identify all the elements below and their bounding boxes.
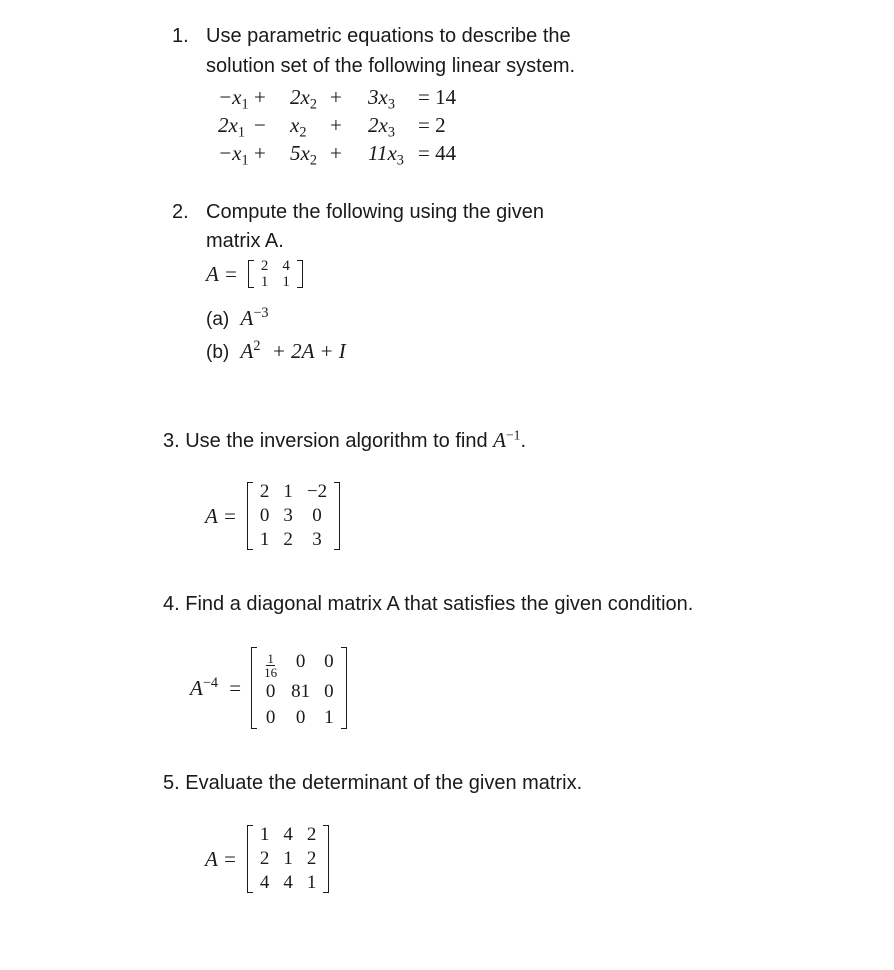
q3-cell: 2 [259,481,270,502]
q1-equation-part [330,85,342,110]
q2-text-line1: Compute the following using the given [206,201,544,223]
q1-equation-part [418,113,446,138]
q3-cell: 3 [312,529,322,550]
q1-equation-part [368,141,404,169]
q4-cell: 1 [324,707,334,728]
q2-matrix-grid [254,258,297,290]
q4-cell: 0 [324,651,334,672]
q4-matrix [251,645,347,731]
eq-term: 3x [368,85,388,109]
q2-matrix-lhs: A = [206,261,238,286]
q4-matrix-equation [190,645,347,731]
q4-cell: 0 [265,707,276,728]
q5-matrix [247,823,330,895]
q1-text-line2: solution set of the following linear system. [206,55,576,77]
q1-equation-part [218,141,249,169]
eq-subscript: 3 [387,124,395,141]
q3-cell: 0 [259,505,270,526]
q2-cell: 1 [282,274,290,290]
eq-operator: + [254,85,266,109]
eq-term: 11x [368,141,397,165]
q5-matrix-lhs: A = [205,846,237,871]
q4-text: 4. Find a diagonal matrix A that satisfies the given condition. [163,593,694,615]
eq-subscript: 3 [396,152,404,169]
eq-term: 2x [290,85,310,109]
eq-subscript: 2 [309,96,317,113]
q5-cell: 1 [259,824,270,845]
q4-lhs-exp: −4 [202,674,219,691]
eq-operator: − [254,113,266,137]
q1-equation-part [254,141,266,166]
eq-subscript: 1 [237,124,245,141]
q1-equation-part [254,113,266,138]
eq-subscript: 1 [241,152,249,169]
q3-period: . [520,430,527,452]
q4-matrix-grid [257,645,341,731]
q2-text-line2: matrix A. [206,230,284,252]
q5-matrix-equation [205,823,329,895]
q5-cell: 1 [283,848,293,869]
q1-equation-part [290,141,317,169]
eq-subscript: 3 [387,96,395,113]
q2-part-a-label: (a) [206,309,230,330]
q4-lhs-base: A [190,675,203,700]
q1-equation-part [218,113,245,141]
q5-cell: 2 [259,848,270,869]
q2-cell: 2 [260,258,269,274]
q2-part-a-base: A [240,306,254,330]
q4-fraction-denominator: 16 [264,665,278,680]
q2-matrix [248,258,303,290]
q2-part-a-exp: −3 [253,305,269,322]
q2-part-a [206,306,269,331]
q3-target-exp: −1 [506,427,521,443]
q3-matrix-equation [205,480,340,552]
q3-matrix-lhs: A = [205,503,237,528]
q3-cell: 1 [259,529,270,550]
q4-cell: 0 [324,681,334,702]
q3-target-base: A [493,428,506,452]
q4-cell [257,645,284,679]
q5-matrix-grid [253,823,324,895]
q1-equation-part [368,85,395,113]
q1-number: 1. [172,25,189,47]
q2-number: 2. [172,201,189,223]
q2-cell: 1 [260,274,269,290]
q4-fraction [264,652,277,679]
q5-cell: 2 [306,848,317,869]
q3-matrix [247,480,340,552]
q1-equation-part [418,85,456,110]
q3-cell: 3 [283,505,293,526]
eq-operator: + [254,141,266,165]
q1-equation-part [368,113,395,141]
q4-fraction-numerator: 1 [267,651,274,666]
q4-cell: 0 [295,651,306,672]
eq-operator: + [330,85,342,109]
q5-cell: 4 [283,824,293,845]
eq-rhs: = 44 [418,141,457,165]
q2-matrix-equation [206,258,303,290]
q3-cell: 1 [283,481,293,502]
q4-cell: 0 [295,707,306,728]
q1-equation-part [330,141,342,166]
q1-equation-part [330,113,342,138]
q1-equation-part [218,85,249,113]
q1-equation-part [290,113,307,141]
q3-matrix-grid [253,480,334,552]
q5-text: 5. Evaluate the determinant of the given matrix. [163,772,583,794]
q1-equation-part [290,85,317,113]
eq-term: −x [218,141,242,165]
q3-cell: 2 [283,529,293,550]
q4-equals: = [229,675,242,700]
eq-rhs: = 2 [418,113,446,137]
q3-cell: −2 [306,481,328,502]
q5-cell: 4 [259,872,270,893]
q3-text [163,427,526,454]
q5-cell: 1 [306,872,317,893]
q5-cell: 2 [306,824,317,845]
q2-part-b-rest: + 2A + I [271,339,346,363]
q2-part-b-exp: 2 [253,338,261,355]
q1-equation-part [254,85,266,110]
q1-text-line1: Use parametric equations to describe the [206,25,571,47]
eq-operator: + [330,113,342,137]
q4-cell: 0 [265,681,276,702]
eq-term: 2x [218,113,238,137]
eq-subscript: 1 [241,96,249,113]
eq-term: −x [218,85,242,109]
eq-rhs: = 14 [418,85,457,109]
eq-subscript: 2 [309,152,317,169]
q2-part-b-base: A [240,339,254,363]
q3-cell: 0 [312,505,322,526]
q4-matrix-lhs [190,676,241,701]
eq-term: 2x [368,113,388,137]
eq-subscript: 2 [299,124,307,141]
eq-term: 5x [290,141,310,165]
eq-term: x [290,113,300,137]
q5-cell: 4 [283,872,293,893]
q1-equation-part [418,141,456,166]
q4-cell: 81 [291,681,311,702]
q3-text-main: 3. Use the inversion algorithm to find [163,430,494,452]
eq-operator: + [330,141,342,165]
q2-part-b [206,339,346,364]
q2-part-b-label: (b) [206,342,230,363]
q2-cell: 4 [282,258,290,274]
